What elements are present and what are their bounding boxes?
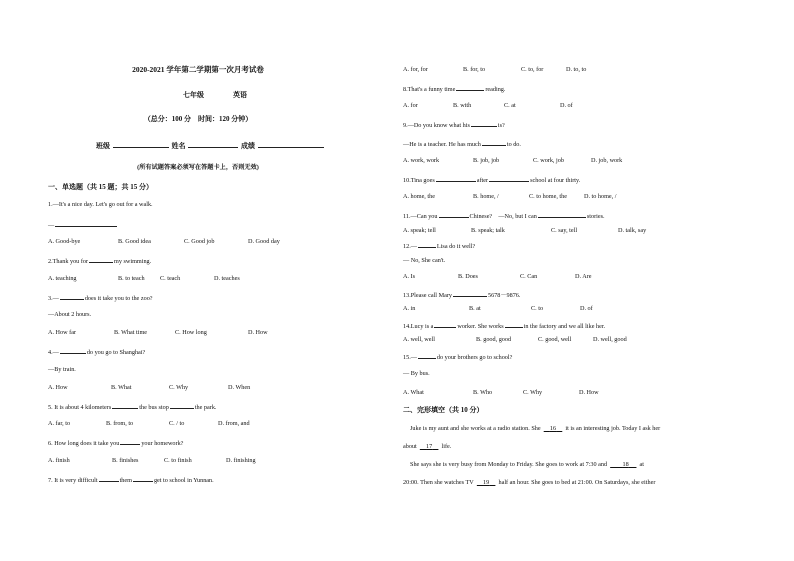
cloze-line-2: about 17 life. [403,443,452,450]
q3-reply: —About 2 hours. [48,311,92,318]
q14-option-c[interactable]: C. good, well [538,336,572,343]
q7-option-d[interactable]: D. to, to [566,66,587,73]
q10-option-d[interactable]: D. to home, / [584,193,617,200]
q7-stem: 7. It is very difficult them get to school in Yunnan. [48,477,214,484]
q9-reply: —He is a teacher. He has much to do. [403,141,521,148]
q12-option-b[interactable]: B. Does [458,273,478,280]
q1-option-b[interactable]: B. Good idea [118,238,151,245]
q8-option-d[interactable]: D. of [560,102,573,109]
q14-option-d[interactable]: D. well, good [593,336,627,343]
q3-option-b[interactable]: B. What time [114,329,148,336]
q9-stem: 9.—Do you know what his is? [403,122,505,129]
grade-label-field: 成绩 [241,142,255,150]
q2-option-b[interactable]: B. to teach [118,275,145,282]
q6-stem: 6. How long does it take you your homework? [48,440,184,447]
q14-option-a[interactable]: A. well, well [403,336,435,343]
cloze-line-3: She says she is very busy from Monday to Friday. She goes to work at 7:30 and 18 at [410,461,645,468]
cloze-blank-18[interactable]: 18 [622,461,629,468]
q12-stem: 12.— Lisa do it well? [403,243,476,250]
q13-option-a[interactable]: A. in [403,305,416,312]
q4-reply: —By train. [48,366,76,373]
q5-option-d[interactable]: D. from, and [218,420,250,427]
q13-option-d[interactable]: D. of [580,305,593,312]
q2-option-a[interactable]: A. teaching [48,275,77,282]
q6-option-a[interactable]: A. finish [48,457,70,464]
q3-stem: 3.— does it take you to the zoo? [48,295,153,302]
q4-stem: 4.— do you go to Shanghai? [48,349,146,356]
q8-option-c[interactable]: C. at [504,102,516,109]
q1-option-c[interactable]: C. Good job [184,238,215,245]
q11-option-d[interactable]: D. talk, say [618,227,647,234]
q9-option-b[interactable]: B. job, job [473,157,500,164]
q12-option-a[interactable]: A. Is [403,273,416,280]
q4-option-c[interactable]: C. Why [169,384,189,391]
q12-option-c[interactable]: C. Can [520,273,538,280]
q11-stem: 11.—Can you Chinese? —No, but I can stories. [403,213,605,220]
q8-option-a[interactable]: A. for [403,102,418,109]
q15-option-b[interactable]: B. Who [473,389,493,396]
q7-option-b[interactable]: B. for, to [463,66,486,73]
q14-option-b[interactable]: B. good, good [476,336,512,343]
q5-option-c[interactable]: C. / to [169,420,185,427]
q10-stem: 10.Tina goes after school at four thirty. [403,177,581,184]
q5-option-a[interactable]: A. far, to [48,420,71,427]
q15-option-d[interactable]: D. How [579,389,599,396]
q3-option-d[interactable]: D. How [248,329,268,336]
q2-option-c[interactable]: C. teach [160,275,181,282]
q10-option-c[interactable]: C. to home, the [529,193,567,200]
q3-option-c[interactable]: C. How long [175,329,207,336]
q6-option-b[interactable]: B. finishes [112,457,139,464]
q15-option-c[interactable]: C. Why [523,389,543,396]
q1-option-d[interactable]: D. Good day [248,238,280,245]
cloze-blank-16[interactable]: 16 [549,425,557,432]
q14-stem: 14.Lucy is a worker. She works in the factory and we all like her. [403,323,606,330]
q11-option-b[interactable]: B. speak; talk [471,227,505,234]
q15-option-a[interactable]: A. What [403,389,424,396]
q10-option-a[interactable]: A. home, the [403,193,435,200]
q2-option-d[interactable]: D. teaches [214,275,240,282]
q15-reply: — By bus. [403,370,430,377]
q1-stem: 1.—It's a nice day. Let's go out for a walk. [48,201,153,208]
q13-option-c[interactable]: C. to [531,305,544,312]
cloze-blank-17[interactable]: 17 [426,443,433,450]
name-label: 姓名 [171,142,186,150]
exam-title: 2020-2021 学年第二学期第一次月考试卷 [132,65,264,74]
q10-option-b[interactable]: B. home, / [473,193,499,200]
q11-option-a[interactable]: A. speak; tell [403,227,436,234]
q12-reply: — No, She can't. [403,257,446,264]
q8-option-b[interactable]: B. with [453,102,472,109]
student-info-row [96,141,325,150]
q15-stem: 15.— do your brothers go to school? [403,354,513,361]
section1-title: 一、单选题（共 15 题；共 15 分） [48,183,153,191]
name-field[interactable] [188,141,238,148]
grade-label: 七年级 [183,91,204,99]
q3-option-a[interactable]: A. How far [48,329,77,336]
q7-option-a[interactable]: A. for, for [403,66,428,73]
q2-stem: 2.Thank you for my swimming. [48,258,152,265]
q1-option-a[interactable]: A. Good-bye [48,238,81,245]
score-field[interactable] [258,141,324,148]
subject-label: 英语 [233,91,247,99]
q9-option-c[interactable]: C. work, job [533,157,564,164]
q13-option-b[interactable]: B. at [469,305,481,312]
cloze-blank-19[interactable]: 19 [483,479,490,486]
q7-option-c[interactable]: C. to, for [521,66,544,73]
class-field[interactable] [113,141,169,148]
q8-stem: 8.That's a funny time reading. [403,86,506,93]
q6-option-d[interactable]: D. finishing [226,457,256,464]
q4-option-a[interactable]: A. How [48,384,68,391]
q5-stem: 5. It is about 4 kilometers the bus stop the park. [48,404,217,411]
q1-reply: — [48,220,118,230]
q9-option-a[interactable]: A. work, work [403,157,440,164]
q9-option-d[interactable]: D. job, work [591,157,623,164]
q13-stem: 13.Please call Mary 5678－9876. [403,292,521,299]
q1-blank [55,220,117,227]
q5-option-b[interactable]: B. from, to [106,420,134,427]
notice: (所有试题答案必须写在答题卡上，否则无效) [137,164,259,171]
q11-option-c[interactable]: C. say, tell [551,227,578,234]
q6-option-c[interactable]: C. to finish [164,457,192,464]
q12-option-d[interactable]: D. Are [575,273,592,280]
cloze-line-4: 20:00. Then she watches TV 19 half an hour. She goes to bed at 21:00. On Saturdays, she either [403,479,656,486]
score-time: （总分：100 分 时间：120 分钟） [143,115,253,123]
q4-option-b[interactable]: B. What [111,384,132,391]
cloze-line-1: Juke is my aunt and she works at a radio station. She 16 it is an interesting job. Today I ask her [410,425,661,432]
class-label: 班级 [96,142,110,150]
q4-option-d[interactable]: D. When [228,384,251,391]
section2-title: 二、完形填空（共 10 分） [403,406,484,414]
